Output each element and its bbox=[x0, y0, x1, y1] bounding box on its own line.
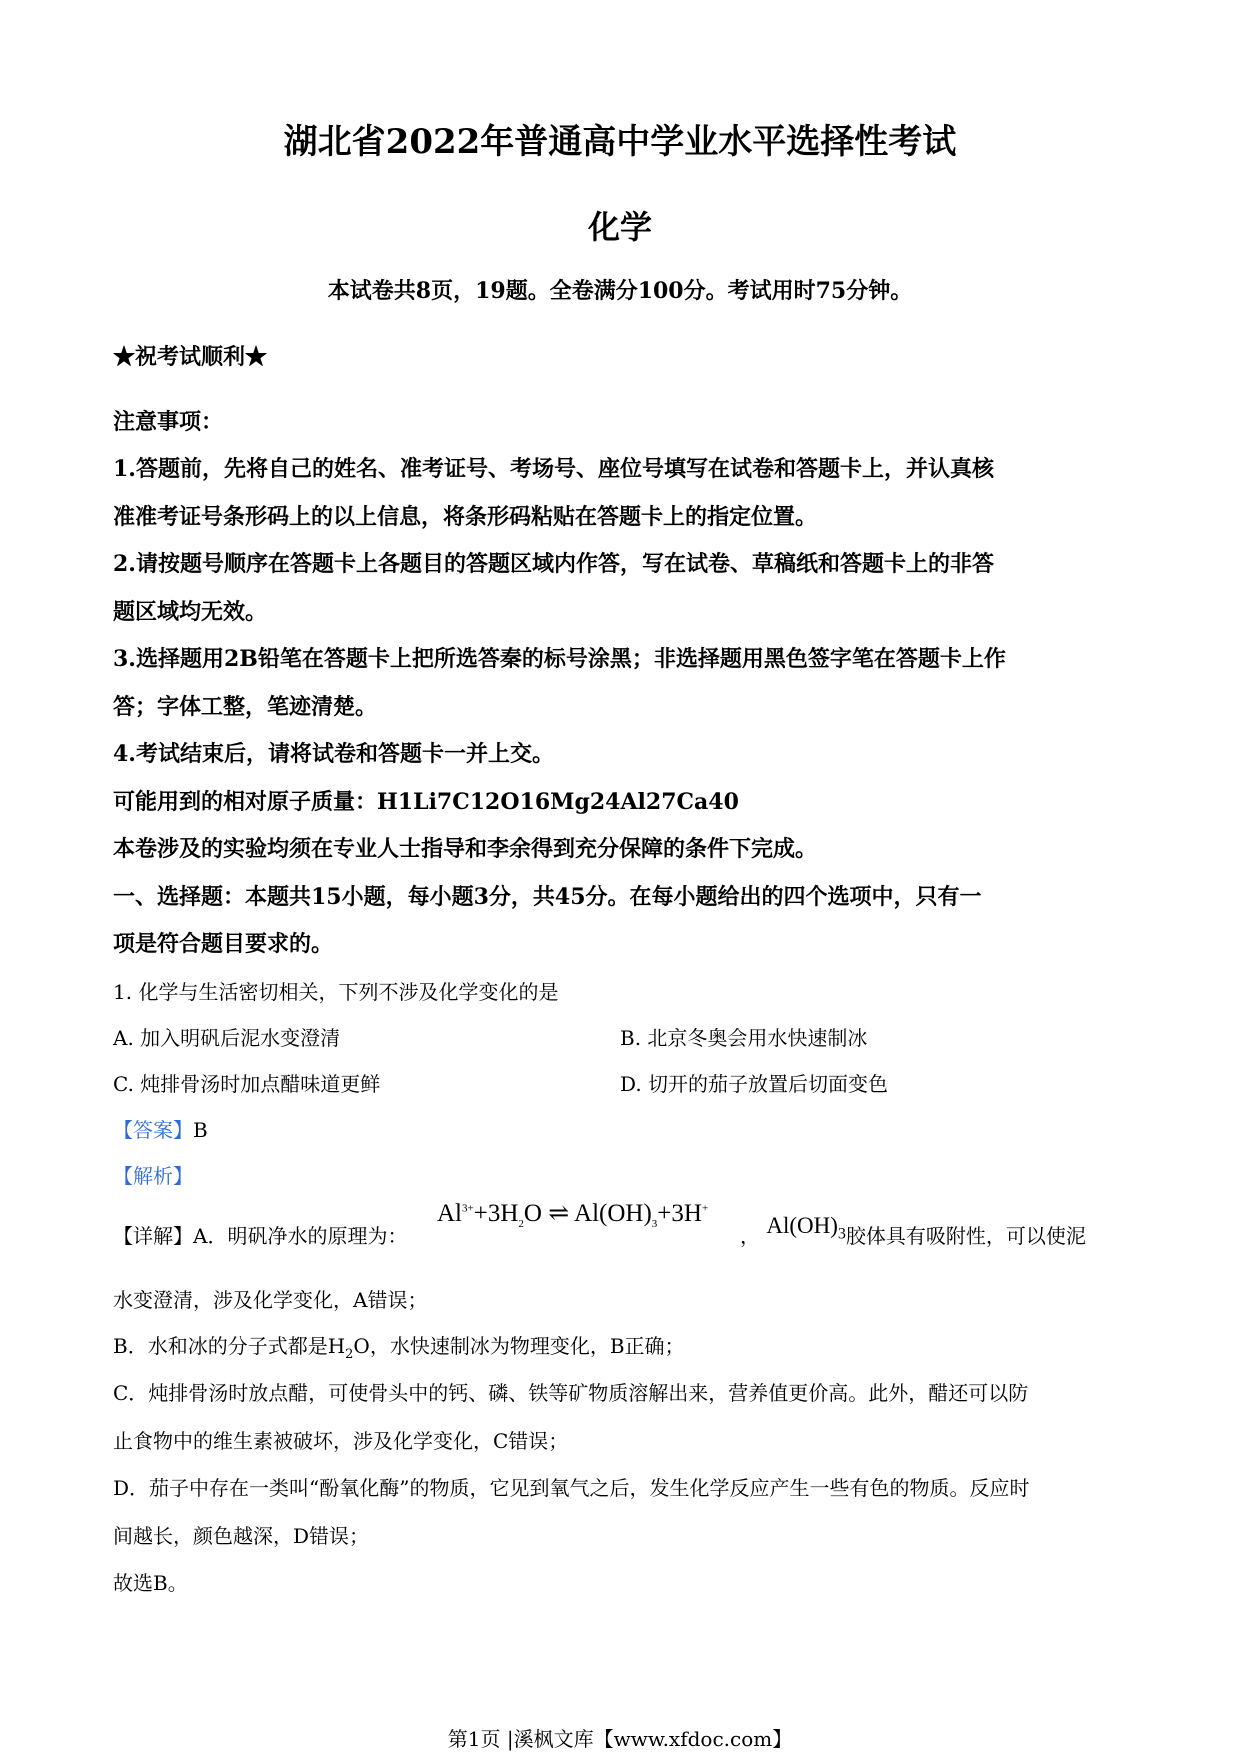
exam-intro: 本试卷共8页，19题。全卷满分100分。考试用时75分钟。 bbox=[327, 278, 913, 304]
answer-value: B bbox=[193, 1118, 208, 1142]
detail-line: D．茄子中存在一类叫“酚氧化酶”的物质，它见到氧气之后，发生化学反应产生一些有色的物质。反应时 bbox=[113, 1476, 1030, 1500]
option-b: B. 北京冬奥会用水快速制冰 bbox=[620, 1026, 868, 1050]
good-luck-line: ★祝考试顺利★ bbox=[113, 344, 268, 370]
notes-line: 题区域均无效。 bbox=[113, 599, 268, 625]
notes-line: 可能用到的相对原子质量：H1Li7C12O16Mg24Al27Ca40 bbox=[113, 789, 739, 815]
notes-line: 2.请按题号顺序在答题卡上各题目的答题区域内作答，写在试卷、草稿纸和答题卡上的非答 bbox=[113, 551, 994, 577]
detail-line-b: B．水和冰的分子式都是$H_2O$，水快速制冰为物理变化，B正确； bbox=[113, 1334, 685, 1362]
option-d: D. 切开的茄子放置后切面变色 bbox=[620, 1072, 889, 1096]
page-footer: 第1页 |溪枫文库【www.xfdoc.com】 bbox=[447, 1727, 793, 1751]
detail-line: C．炖排骨汤时放点醋，可使骨头中的钙、磷、铁等矿物质溶解出来，营养值更价高。此外，醋还可以防 bbox=[113, 1381, 1029, 1405]
page-title: 湖北省2022年普通高中学业水平选择性考试 bbox=[283, 122, 957, 162]
conclusion-line: 故选B。 bbox=[113, 1571, 188, 1595]
question-stem: 1. 化学与生活密切相关，下列不涉及化学变化的是 bbox=[113, 980, 559, 1004]
notes-line: 4.考试结束后，请将试卷和答题卡一并上交。 bbox=[113, 741, 554, 767]
reaction-equation: $Al^{3+}+3H_2O$ ⇌ $Al(OH)_3+3H^+$ bbox=[437, 1200, 709, 1230]
answer-tag: 【答案】 bbox=[113, 1118, 193, 1142]
notes-line: 本卷涉及的实验均须在专业人士指导和李余得到充分保障的条件下完成。 bbox=[113, 836, 818, 862]
analysis-tag: 【解析】 bbox=[113, 1164, 193, 1188]
option-c: C. 炖排骨汤时加点醋味道更鲜 bbox=[113, 1072, 381, 1096]
answer-line bbox=[113, 1114, 1123, 1143]
equilibrium-arrow: ⇌ bbox=[548, 1200, 570, 1227]
option-a: A. 加入明矾后泥水变澄清 bbox=[113, 1026, 341, 1050]
notes-line: 准准考证号条形码上的以上信息，将条形码粘贴在答题卡上的指定位置。 bbox=[113, 504, 818, 530]
section-heading: 项是符合题目要求的。 bbox=[113, 931, 334, 957]
notes-heading: 注意事项： bbox=[113, 409, 224, 435]
notes-line: 3.选择题用2B铅笔在答题卡上把所选答秦的标号涂黑；非选择题用黑色签字笔在答题卡上作 bbox=[113, 646, 1006, 672]
subject-title: 化学 bbox=[587, 208, 652, 246]
detail-line: 水变澄清，涉及化学变化，A错误； bbox=[113, 1288, 428, 1312]
detail-line: 间越长，颜色越深，D错误； bbox=[113, 1524, 370, 1548]
notes-line: 答；字体工整，笔迹清楚。 bbox=[113, 694, 378, 720]
notes-line: 1.答题前，先将自己的姓名、准考证号、考场号、座位号填写在试卷和答题卡上，并认真核 bbox=[113, 456, 994, 482]
section-heading: 一、选择题：本题共15小题，每小题3分，共45分。在每小题给出的四个选项中，只有一 bbox=[113, 884, 982, 910]
detail-line: 止食物中的维生素被破坏，涉及化学变化，C错误； bbox=[113, 1429, 569, 1453]
detail-lead: 【详解】A．明矾净水的原理为： bbox=[113, 1224, 408, 1248]
colloid-formula: $Al(OH)_3$ bbox=[766, 1213, 846, 1243]
detail-line-a-tail: ， $Al(OH)_3$胶体具有吸附性，可以使泥 bbox=[740, 1213, 1086, 1248]
